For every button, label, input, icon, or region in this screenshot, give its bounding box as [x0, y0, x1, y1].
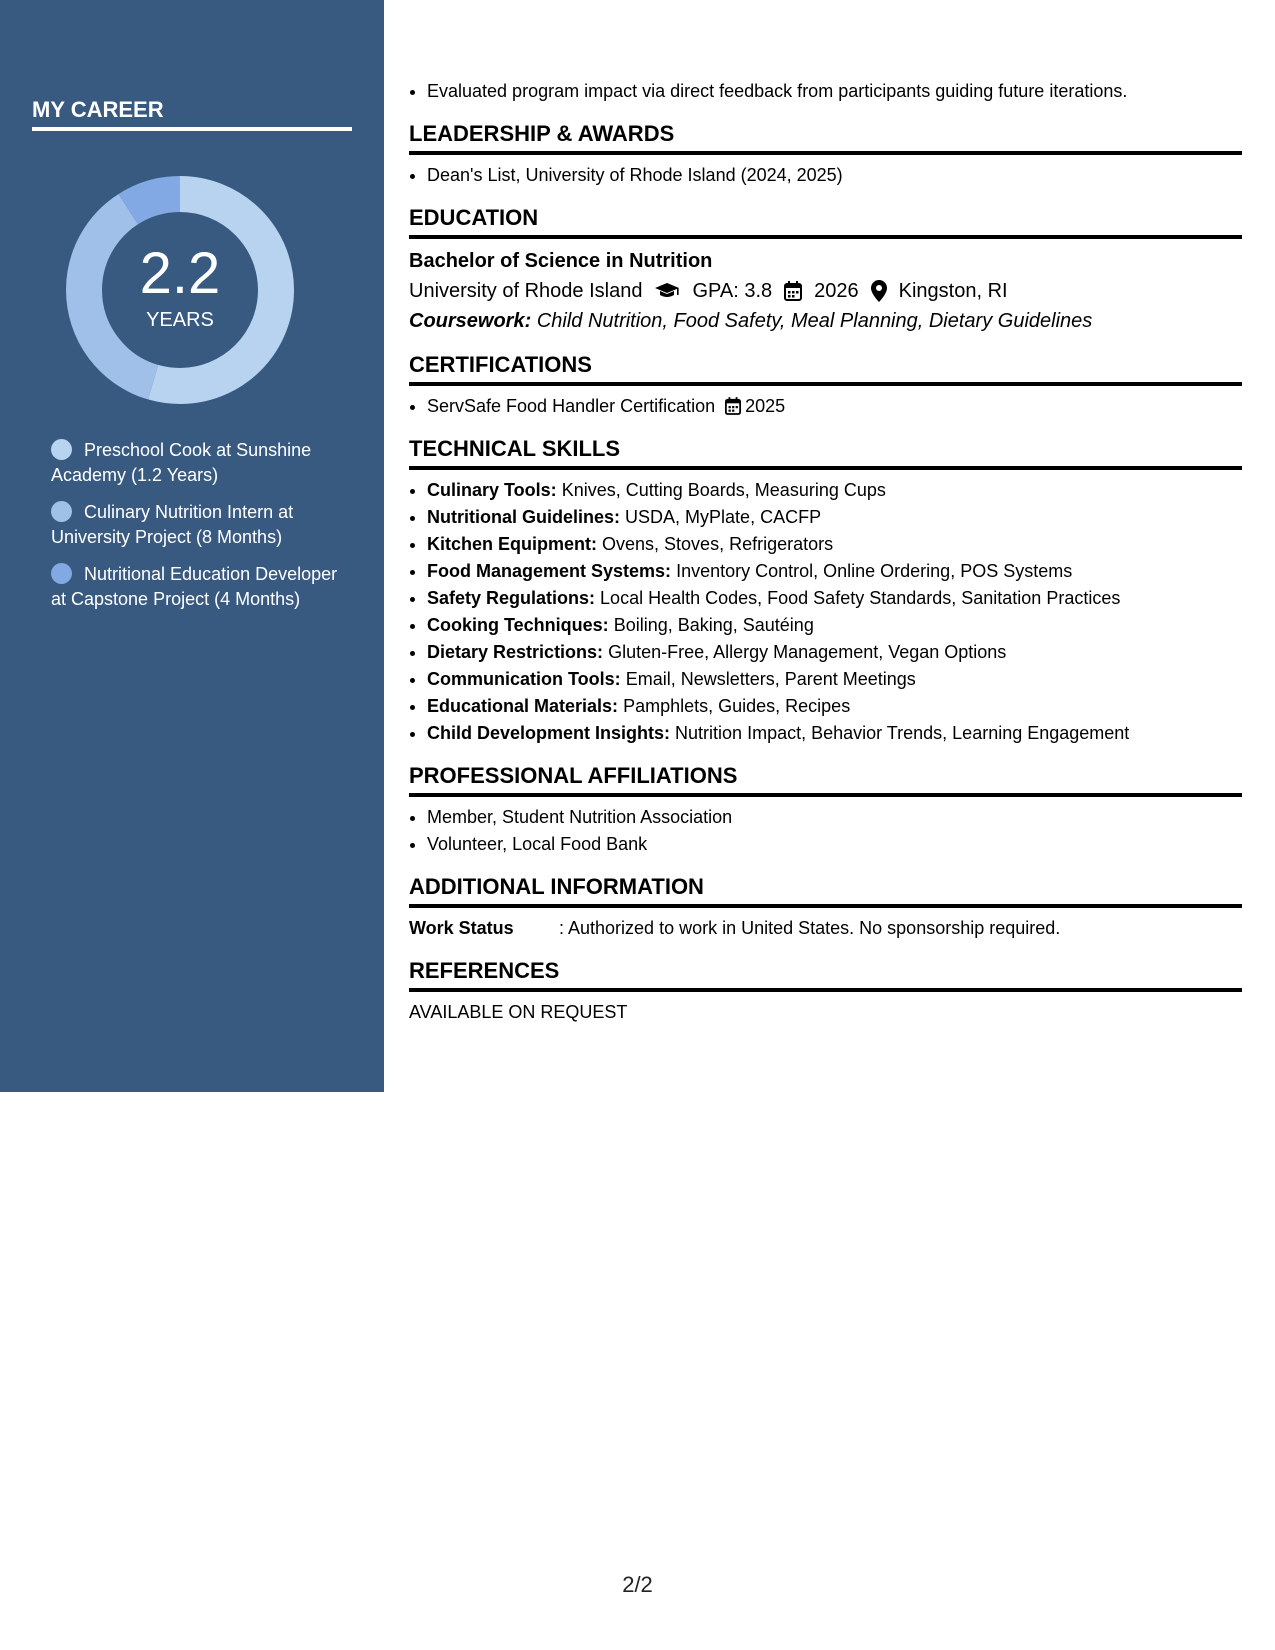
certification-name: ServSafe Food Handler Certification: [427, 396, 716, 416]
education-details: [409, 276, 1242, 306]
sidebar-title: MY CAREER: [32, 97, 352, 131]
skill-value: Boiling, Baking, Sautéing: [613, 615, 814, 635]
skill-value: Email, Newsletters, Parent Meetings: [625, 669, 916, 689]
list-item: [427, 504, 1242, 531]
list-item: [427, 531, 1242, 558]
skill-label: Communication Tools:: [427, 669, 621, 689]
list-item: [427, 393, 1242, 420]
list-item: • Dean's List, University of Rhode Island (2024, 2025): [427, 162, 1242, 189]
skill-label: Kitchen Equipment:: [427, 534, 597, 554]
donut-center: [66, 176, 294, 404]
experience-bullets: [409, 78, 1242, 105]
list-item: [427, 666, 1242, 693]
certifications-list: [409, 393, 1242, 420]
legend-label: Culinary Nutrition Intern at University Project (8 Months): [51, 502, 294, 547]
education-school: University of Rhode Island: [409, 280, 643, 302]
list-item: [427, 693, 1242, 720]
skill-label: Educational Materials:: [427, 696, 619, 716]
donut-unit: YEARS: [146, 308, 214, 331]
skill-label: Dietary Restrictions:: [427, 642, 604, 662]
career-donut-chart: [66, 176, 294, 404]
section-heading-leadership: LEADERSHIP & AWARDS: [409, 120, 1242, 155]
skill-label: Nutritional Guidelines:: [427, 507, 621, 527]
legend-item: [51, 562, 341, 611]
section-heading-certifications: CERTIFICATIONS: [409, 351, 1242, 386]
legend-item: [51, 500, 341, 549]
education-coursework: [409, 306, 1242, 336]
section-heading-additional: ADDITIONAL INFORMATION: [409, 873, 1242, 908]
skill-value: Local Health Codes, Food Safety Standards, Sanitation Practices: [600, 588, 1121, 608]
list-item: [427, 639, 1242, 666]
skill-value: Nutrition Impact, Behavior Trends, Learning Engagement: [675, 723, 1130, 743]
list-item: [427, 585, 1242, 612]
graduation-cap-icon: [654, 282, 680, 300]
list-item: [427, 612, 1242, 639]
list-item: • Member, Student Nutrition Association: [427, 804, 1242, 831]
references-text: AVAILABLE ON REQUEST: [409, 1002, 628, 1022]
legend-item: [51, 438, 341, 487]
skills-list: [409, 477, 1242, 747]
work-status-value: : Authorized to work in United States. No sponsorship required.: [559, 918, 1061, 938]
list-item: [427, 558, 1242, 585]
skill-label: Safety Regulations:: [427, 588, 596, 608]
legend-dot-icon: [51, 501, 72, 522]
career-legend: [51, 438, 341, 624]
section-heading-education: EDUCATION: [409, 204, 1242, 239]
education-location: Kingston, RI: [898, 280, 1008, 302]
skill-label: Culinary Tools:: [427, 480, 557, 500]
skill-label: Food Management Systems:: [427, 561, 672, 581]
education-gpa: GPA: 3.8: [692, 280, 773, 302]
work-status-row: [409, 915, 1242, 942]
skill-value: Knives, Cutting Boards, Measuring Cups: [561, 480, 886, 500]
list-item: [427, 720, 1242, 747]
certification-year: 2025: [745, 396, 786, 416]
skill-value: Gluten-Free, Allergy Management, Vegan Options: [608, 642, 1007, 662]
coursework-value: Child Nutrition, Food Safety, Meal Planning, Dietary Guidelines: [536, 310, 1093, 332]
legend-dot-icon: [51, 563, 72, 584]
legend-label: Nutritional Education Developer at Capstone Project (4 Months): [51, 564, 338, 609]
location-pin-icon: [871, 280, 887, 302]
donut-value: 2.2: [139, 240, 221, 306]
calendar-icon: [725, 397, 741, 415]
list-item: • Volunteer, Local Food Bank: [427, 831, 1242, 858]
work-status-label: Work Status: [409, 918, 514, 938]
legend-dot-icon: [51, 439, 72, 460]
education-year: 2026: [814, 280, 859, 302]
list-item: [427, 477, 1242, 504]
leadership-list: [409, 162, 1242, 189]
skill-value: Pamphlets, Guides, Recipes: [623, 696, 851, 716]
sidebar: [0, 0, 384, 1092]
skill-value: USDA, MyPlate, CACFP: [625, 507, 822, 527]
legend-label: Preschool Cook at Sunshine Academy (1.2 Years): [51, 440, 312, 485]
section-heading-references: REFERENCES: [409, 957, 1242, 992]
skill-value: Ovens, Stoves, Refrigerators: [602, 534, 834, 554]
skill-label: Cooking Techniques:: [427, 615, 609, 635]
section-heading-affiliations: PROFESSIONAL AFFILIATIONS: [409, 762, 1242, 797]
coursework-label: Coursework:: [409, 310, 532, 332]
section-heading-skills: TECHNICAL SKILLS: [409, 435, 1242, 470]
page-number: 2/2: [622, 1572, 653, 1597]
affiliations-list: [409, 804, 1242, 858]
skill-label: Child Development Insights:: [427, 723, 671, 743]
calendar-icon: [784, 281, 802, 301]
main-content: [409, 78, 1242, 1026]
education-degree: Bachelor of Science in Nutrition: [409, 250, 713, 272]
skill-value: Inventory Control, Online Ordering, POS Systems: [676, 561, 1073, 581]
list-item: • Evaluated program impact via direct feedback from participants guiding future iterations.: [427, 78, 1242, 105]
